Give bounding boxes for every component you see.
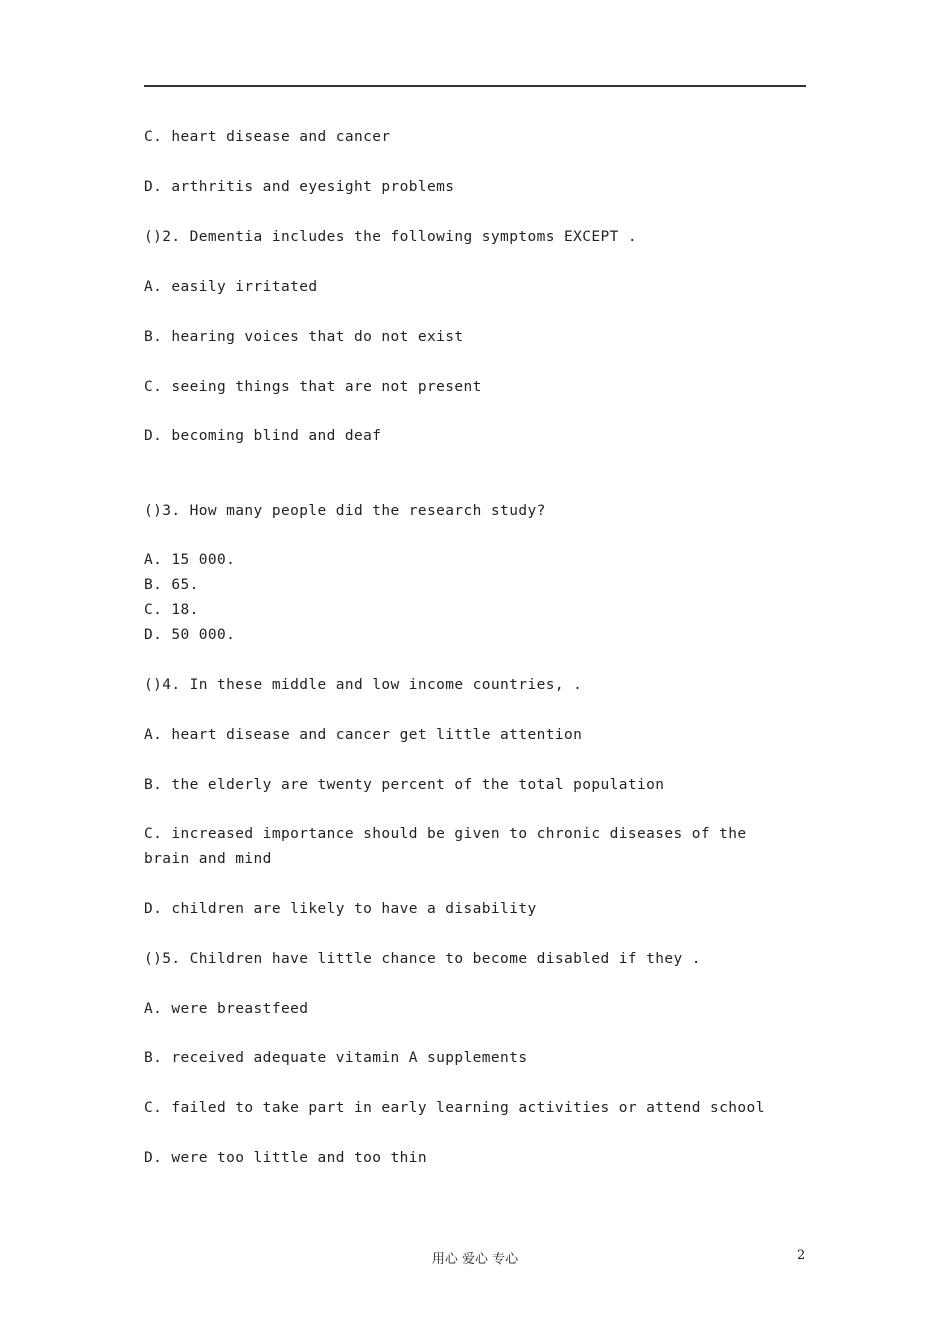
q3-option-c: C. 18. [144,602,199,618]
q4-option-b: B. the elderly are twenty percent of the total population [144,777,665,793]
q1-option-c: C. heart disease and cancer [144,129,391,145]
question-5: ()5. Children have little chance to become disabled if they . [144,951,701,967]
q1-option-d: D. arthritis and eyesight problems [144,179,455,195]
footer-motto: 用心 爱心 专心 [431,1252,519,1267]
q2-option-d: D. becoming blind and deaf [144,428,382,444]
header-rule [144,85,806,87]
q2-option-b: B. hearing voices that do not exist [144,329,464,345]
q4-option-c: C. increased importance should be given to chronic diseases of the brain and mind [144,826,747,867]
q2-option-c: C. seeing things that are not present [144,379,482,395]
q3-option-a: A. 15 000. [144,552,236,568]
q5-option-c: C. failed to take part in early learning activities or attend school [144,1100,765,1116]
q3-option-b: B. 65. [144,577,199,593]
q4-option-a: A. heart disease and cancer get little attention [144,727,583,743]
page-number: 2 [797,1248,806,1263]
q3-option-d: D. 50 000. [144,627,236,643]
q4-option-d: D. children are likely to have a disability [144,901,537,917]
q5-option-d: D. were too little and too thin [144,1150,428,1166]
q5-option-a: A. were breastfeed [144,1001,309,1017]
q5-option-b: B. received adequate vitamin A supplements [144,1050,528,1066]
question-4: ()4. In these middle and low income countries, . [144,677,583,693]
question-3: ()3. How many people did the research study? [144,503,546,519]
question-2: ()2. Dementia includes the following symptoms EXCEPT . [144,229,638,245]
q2-option-a: A. easily irritated [144,279,318,295]
